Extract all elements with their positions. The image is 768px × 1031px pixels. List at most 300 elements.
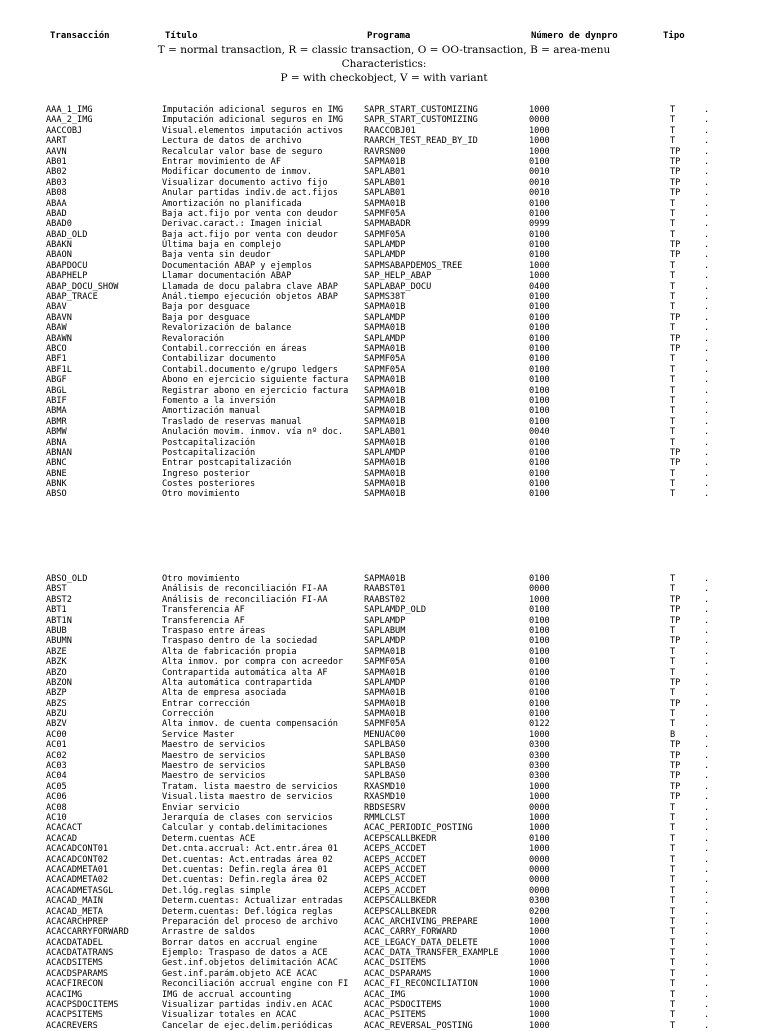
program-name: ACEPS_ACCDET	[364, 864, 427, 875]
transaction-table-block-1	[0, 105, 768, 500]
table-row	[0, 396, 768, 406]
transaction-code: ACACDSPARAMS	[46, 968, 109, 979]
transaction-title: Fomento a la inversión	[162, 395, 276, 406]
program-name: SAPMA01B	[364, 688, 406, 699]
transaction-type: B	[670, 729, 676, 740]
dynpro-number: 0100	[529, 364, 550, 375]
transaction-type: T	[670, 875, 676, 886]
transaction-type: TP	[670, 177, 681, 188]
transaction-type: TP	[670, 677, 681, 688]
dynpro-number: 0100	[529, 646, 550, 657]
transaction-title: Ingreso posterior	[162, 468, 250, 479]
table-row	[0, 657, 768, 667]
row-marker: .	[704, 605, 710, 616]
transaction-type: TP	[670, 250, 681, 261]
row-marker: .	[704, 740, 710, 751]
dynpro-number: 1000	[529, 812, 550, 823]
dynpro-number: 0100	[529, 479, 550, 490]
program-name: ACAC_DATA_TRANSFER_EXAMPLE	[364, 948, 499, 959]
dynpro-number: 0100	[529, 437, 550, 448]
transaction-code: ABT1N	[46, 615, 72, 626]
table-row	[0, 354, 768, 364]
program-name: ACEPSCALLBKEDR	[364, 906, 437, 917]
table-row	[0, 167, 768, 177]
row-marker: .	[704, 198, 710, 209]
transaction-code: ABAD	[46, 208, 67, 219]
transaction-title: Contabil.corrección en áreas	[162, 343, 307, 354]
transaction-title: Traslado de reservas manual	[162, 416, 302, 427]
transaction-title: Imputación adicional seguros en IMG	[162, 115, 344, 126]
dynpro-number: 1000	[529, 937, 550, 948]
table-row	[0, 230, 768, 240]
row-marker: .	[704, 489, 710, 500]
program-name: SAPMABADR	[364, 219, 411, 230]
transaction-title: Postcapitalización	[162, 447, 256, 458]
dynpro-number: 0122	[529, 719, 550, 730]
transaction-title: Baja act.fijo por venta con deudor	[162, 229, 338, 240]
dynpro-number: 0100	[529, 156, 550, 167]
transaction-type: T	[670, 302, 676, 313]
dynpro-number: 0100	[529, 657, 550, 668]
transaction-type: TP	[670, 156, 681, 167]
row-marker: .	[704, 844, 710, 855]
transaction-table-block-2	[0, 574, 768, 1031]
dynpro-number: 0100	[529, 240, 550, 251]
table-row	[0, 313, 768, 323]
table-row	[0, 386, 768, 396]
row-marker: .	[704, 1020, 710, 1031]
table-row	[0, 958, 768, 968]
transaction-type: T	[670, 271, 676, 282]
row-marker: .	[704, 292, 710, 303]
transaction-type: T	[670, 125, 676, 136]
transaction-title: Determ.cuentas: Def.lógica reglas	[162, 906, 333, 917]
program-name: SAPMA01B	[364, 323, 406, 334]
transaction-code: ABZE	[46, 646, 67, 657]
transaction-title: Tratam. lista maestro de servicios	[162, 781, 338, 792]
transaction-code: AAA_2_IMG	[46, 115, 93, 126]
table-row	[0, 147, 768, 157]
table-row	[0, 292, 768, 302]
transaction-code: ABCO	[46, 343, 67, 354]
transaction-code: ABNE	[46, 468, 67, 479]
row-marker: .	[704, 802, 710, 813]
dynpro-number: 0300	[529, 771, 550, 782]
transaction-code: ACACDATATRANS	[46, 948, 114, 959]
table-row	[0, 719, 768, 729]
transaction-code: ABF1L	[46, 364, 72, 375]
dynpro-number: 0100	[529, 489, 550, 500]
row-marker: .	[704, 750, 710, 761]
program-name: SAPLAB01	[364, 427, 406, 438]
row-marker: .	[704, 927, 710, 938]
table-row	[0, 115, 768, 125]
header-programa: Programa	[367, 31, 411, 41]
dynpro-number: 0300	[529, 896, 550, 907]
row-marker: .	[704, 406, 710, 417]
row-marker: .	[704, 615, 710, 626]
transaction-type: T	[670, 136, 676, 147]
program-name: SAPMA01B	[364, 302, 406, 313]
row-marker: .	[704, 636, 710, 647]
program-name: SAPMA01B	[364, 343, 406, 354]
program-name: ACAC_PERIODIC_POSTING	[364, 823, 473, 834]
transaction-code: ACACADMETASGL	[46, 885, 114, 896]
transaction-code: ACACAD_META	[46, 906, 103, 917]
program-name: ACEPSCALLBKEDR	[364, 833, 437, 844]
dynpro-number: 1000	[529, 948, 550, 959]
dynpro-number: 0300	[529, 761, 550, 772]
table-row	[0, 948, 768, 958]
row-marker: .	[704, 479, 710, 490]
transaction-title: Análisis de reconciliación FI-AA	[162, 594, 328, 605]
transaction-type: T	[670, 1000, 676, 1011]
table-row	[0, 595, 768, 605]
program-name: SAPMF05A	[364, 229, 406, 240]
row-marker: .	[704, 437, 710, 448]
transaction-title: Abono en ejercicio siguiente factura	[162, 375, 349, 386]
table-row	[0, 823, 768, 833]
transaction-code: ACACARCHPREP	[46, 916, 109, 927]
row-marker: .	[704, 427, 710, 438]
transaction-code: ABUMN	[46, 636, 72, 647]
program-name: SAPR_START_CUSTOMIZING	[364, 105, 478, 115]
row-marker: .	[704, 937, 710, 948]
dynpro-number: 0100	[529, 354, 550, 365]
transaction-code: ABAKN	[46, 240, 72, 251]
transaction-title: Visual.lista maestro de servicios	[162, 792, 333, 803]
row-marker: .	[704, 916, 710, 927]
transaction-type: TP	[670, 605, 681, 616]
table-row	[0, 636, 768, 646]
program-name: SAPMA01B	[364, 479, 406, 490]
transaction-type: T	[670, 989, 676, 1000]
transaction-type: TP	[670, 761, 681, 772]
row-marker: .	[704, 458, 710, 469]
table-row	[0, 282, 768, 292]
transaction-title: Lectura de datos de archivo	[162, 136, 302, 147]
row-marker: .	[704, 875, 710, 886]
transaction-title: Derivac.caract.: Imagen inicial	[162, 219, 323, 230]
table-row	[0, 834, 768, 844]
transaction-title: Alta automática contrapartida	[162, 677, 313, 688]
transaction-code: ABAP_TRACE	[46, 292, 98, 303]
program-name: SAPLAMDP	[364, 240, 406, 251]
transaction-title: Baja por desguace	[162, 302, 250, 313]
row-marker: .	[704, 625, 710, 636]
program-name: SAPLAB01	[364, 188, 406, 199]
table-row	[0, 782, 768, 792]
row-marker: .	[704, 657, 710, 668]
transaction-type: T	[670, 437, 676, 448]
transaction-title: Ejemplo: Traspaso de datos a ACE	[162, 948, 328, 959]
transaction-title: Documentación ABAP y ejemplos	[162, 260, 313, 271]
program-name: ACAC_DSPARAMS	[364, 968, 432, 979]
program-name: SAPLABUM	[364, 625, 406, 636]
program-name: RAABST01	[364, 584, 406, 595]
transaction-type: T	[670, 375, 676, 386]
transaction-code: AC02	[46, 750, 67, 761]
dynpro-number: 0100	[529, 605, 550, 616]
dynpro-number: 0100	[529, 292, 550, 303]
transaction-title: Traspaso dentro de la sociedad	[162, 636, 318, 647]
row-marker: .	[704, 574, 710, 584]
table-row	[0, 907, 768, 917]
table-row	[0, 886, 768, 896]
program-name: SAPLABAP_DOCU	[364, 281, 432, 292]
dynpro-number: 0300	[529, 750, 550, 761]
dynpro-number: 0040	[529, 427, 550, 438]
dynpro-number: 0000	[529, 584, 550, 595]
transaction-code: ABAON	[46, 250, 72, 261]
transaction-type: T	[670, 208, 676, 219]
table-row	[0, 302, 768, 312]
transaction-type: TP	[670, 343, 681, 354]
dynpro-number: 1000	[529, 968, 550, 979]
dynpro-number: 0100	[529, 625, 550, 636]
row-marker: .	[704, 948, 710, 959]
transaction-title: Registrar abono en ejercicio factura	[162, 385, 349, 396]
transaction-type: T	[670, 896, 676, 907]
transaction-title: Visualizar partidas indiv.en ACAC	[162, 1000, 333, 1011]
program-name: ACAC_PSITEMS	[364, 1010, 427, 1021]
transaction-code: ABNK	[46, 479, 67, 490]
table-row	[0, 761, 768, 771]
dynpro-number: 0100	[529, 416, 550, 427]
transaction-type: T	[670, 406, 676, 417]
transaction-code: AB02	[46, 167, 67, 178]
row-marker: .	[704, 354, 710, 365]
program-name: SAPMA01B	[364, 437, 406, 448]
program-name: SAPMA01B	[364, 489, 406, 500]
transaction-type: TP	[670, 594, 681, 605]
transaction-code: ABT1	[46, 605, 67, 616]
row-marker: .	[704, 240, 710, 251]
dynpro-number: 0100	[529, 395, 550, 406]
transaction-title: Det.cuentas: Defin.regla área 01	[162, 864, 328, 875]
table-row	[0, 178, 768, 188]
transaction-title: Jerarquía de clases con servicios	[162, 812, 333, 823]
transaction-code: ABZS	[46, 698, 67, 709]
transaction-title: Otro movimiento	[162, 574, 240, 584]
transaction-title: Costes posteriores	[162, 479, 256, 490]
transaction-title: Det.lóg.reglas simple	[162, 885, 271, 896]
table-row	[0, 427, 768, 437]
transaction-title: Transferencia AF	[162, 615, 245, 626]
program-name: ACEPS_ACCDET	[364, 854, 427, 865]
program-name: SAPMA01B	[364, 709, 406, 720]
transaction-code: AC10	[46, 812, 67, 823]
program-name: SAPR_START_CUSTOMIZING	[364, 115, 478, 126]
program-name: SAPMA01B	[364, 458, 406, 469]
table-row	[0, 699, 768, 709]
program-name: SAPLAB01	[364, 167, 406, 178]
transaction-title: Anál.tiempo ejecución objetos ABAP	[162, 292, 338, 303]
table-row	[0, 417, 768, 427]
transaction-code: ACACFIRECON	[46, 979, 103, 990]
row-marker: .	[704, 125, 710, 136]
transaction-type: TP	[670, 792, 681, 803]
transaction-code: ACACACT	[46, 823, 83, 834]
dynpro-number: 0100	[529, 468, 550, 479]
table-row	[0, 105, 768, 115]
table-row	[0, 344, 768, 354]
program-name: SAPMA01B	[364, 416, 406, 427]
header-dynpro: Número de dynpro	[531, 31, 618, 41]
table-row	[0, 199, 768, 209]
transaction-code: AB01	[46, 156, 67, 167]
transaction-type: T	[670, 198, 676, 209]
dynpro-number: 0100	[529, 385, 550, 396]
transaction-type: TP	[670, 240, 681, 251]
table-row	[0, 458, 768, 468]
program-name: SAPMA01B	[364, 468, 406, 479]
transaction-code: AC03	[46, 761, 67, 772]
row-marker: .	[704, 343, 710, 354]
row-marker: .	[704, 395, 710, 406]
dynpro-number: 0100	[529, 636, 550, 647]
row-marker: .	[704, 667, 710, 678]
program-name: ACAC_IMG	[364, 989, 406, 1000]
table-row	[0, 1021, 768, 1031]
table-row	[0, 616, 768, 626]
transaction-type: T	[670, 229, 676, 240]
table-row	[0, 626, 768, 636]
dynpro-number: 1000	[529, 958, 550, 969]
transaction-code: ABAP_DOCU_SHOW	[46, 281, 119, 292]
transaction-code: ACACADCONT02	[46, 854, 109, 865]
transaction-code: ABF1	[46, 354, 67, 365]
transaction-type: T	[670, 937, 676, 948]
table-row	[0, 979, 768, 989]
dynpro-number: 1000	[529, 989, 550, 1000]
table-row	[0, 479, 768, 489]
transaction-title: Corrección	[162, 709, 214, 720]
transaction-title: IMG de accrual accounting	[162, 989, 292, 1000]
transaction-code: ABAVN	[46, 312, 72, 323]
table-row	[0, 365, 768, 375]
row-marker: .	[704, 188, 710, 199]
row-marker: .	[704, 312, 710, 323]
transaction-type: TP	[670, 750, 681, 761]
row-marker: .	[704, 646, 710, 657]
transaction-type: T	[670, 281, 676, 292]
transaction-code: ACACAD	[46, 833, 78, 844]
transaction-type: T	[670, 219, 676, 230]
transaction-type: TP	[670, 188, 681, 199]
program-name: SAPMA01B	[364, 198, 406, 209]
transaction-type: T	[670, 916, 676, 927]
transaction-code: ACACDSITEMS	[46, 958, 103, 969]
program-name: ACAC_PSDOCITEMS	[364, 1000, 442, 1011]
transaction-code: ACACIMG	[46, 989, 83, 1000]
transaction-code: ABSO_OLD	[46, 574, 88, 584]
transaction-title: Alta de empresa asociada	[162, 688, 287, 699]
transaction-code: ABUB	[46, 625, 67, 636]
transaction-code: ACACPSITEMS	[46, 1010, 103, 1021]
dynpro-number: 0300	[529, 740, 550, 751]
dynpro-number: 1000	[529, 844, 550, 855]
transaction-title: Cancelar de ejec.delim.periódicas	[162, 1020, 333, 1031]
transaction-title: Maestro de servicios	[162, 750, 266, 761]
transaction-type: T	[670, 468, 676, 479]
dynpro-number: 0000	[529, 854, 550, 865]
row-marker: .	[704, 812, 710, 823]
transaction-type: T	[670, 802, 676, 813]
dynpro-number: 0100	[529, 458, 550, 469]
transaction-title: Gest.inf.parám.objeto ACE ACAC	[162, 968, 318, 979]
dynpro-number: 0100	[529, 698, 550, 709]
program-name: RAABST02	[364, 594, 406, 605]
dynpro-number: 0010	[529, 177, 550, 188]
transaction-type: T	[670, 584, 676, 595]
row-marker: .	[704, 167, 710, 178]
program-name: SAP_HELP_ABAP	[364, 271, 432, 282]
transaction-code: ACACCARRYFORWARD	[46, 927, 129, 938]
transaction-code: ABGL	[46, 385, 67, 396]
transaction-type: T	[670, 625, 676, 636]
program-name: ACAC_REVERSAL_POSTING	[364, 1020, 473, 1031]
dynpro-number: 1000	[529, 105, 550, 115]
transaction-type: T	[670, 854, 676, 865]
table-row	[0, 865, 768, 875]
program-name: RAVRSN00	[364, 146, 406, 157]
header-titulo: Título	[165, 31, 198, 41]
transaction-title: Entrar movimiento de AF	[162, 156, 281, 167]
transaction-code: ABAD0	[46, 219, 72, 230]
row-marker: .	[704, 146, 710, 157]
table-row	[0, 647, 768, 657]
program-name: SAPLAMDP_OLD	[364, 605, 427, 616]
row-marker: .	[704, 896, 710, 907]
transaction-code: AACCOBJ	[46, 125, 83, 136]
transaction-type: T	[670, 385, 676, 396]
transaction-title: Llamada de docu palabra clave ABAP	[162, 281, 338, 292]
transaction-type: T	[670, 667, 676, 678]
dynpro-number: 0010	[529, 188, 550, 199]
table-row	[0, 803, 768, 813]
transaction-type: T	[670, 979, 676, 990]
program-name: SAPMF05A	[364, 364, 406, 375]
table-row	[0, 917, 768, 927]
transaction-title: Det.cuentas: Act.entradas área 02	[162, 854, 333, 865]
transaction-title: Baja por desguace	[162, 312, 250, 323]
table-row	[0, 605, 768, 615]
dynpro-number: 0100	[529, 302, 550, 313]
transaction-title: Det.cnta.accrual: Act.entr.área 01	[162, 844, 338, 855]
transaction-type: T	[670, 688, 676, 699]
transaction-type: T	[670, 948, 676, 959]
row-marker: .	[704, 594, 710, 605]
row-marker: .	[704, 416, 710, 427]
transaction-code: AAVN	[46, 146, 67, 157]
row-marker: .	[704, 323, 710, 334]
transaction-title: Arrastre de saldos	[162, 927, 256, 938]
program-name: ACE_LEGACY_DATA_DELETE	[364, 937, 478, 948]
transaction-code: ABAWN	[46, 333, 72, 344]
transaction-title: Contabilizar documento	[162, 354, 276, 365]
program-name: SAPLAMDP	[364, 333, 406, 344]
transaction-title: Entrar corrección	[162, 698, 250, 709]
transaction-type: T	[670, 1020, 676, 1031]
transaction-title: Alta inmov. por compra con acreedor	[162, 657, 344, 668]
dynpro-number: 0100	[529, 688, 550, 699]
row-marker: .	[704, 260, 710, 271]
program-name: SAPMF05A	[364, 208, 406, 219]
dynpro-number: 0000	[529, 115, 550, 126]
dynpro-number: 1000	[529, 146, 550, 157]
transaction-code: ABZO	[46, 667, 67, 678]
